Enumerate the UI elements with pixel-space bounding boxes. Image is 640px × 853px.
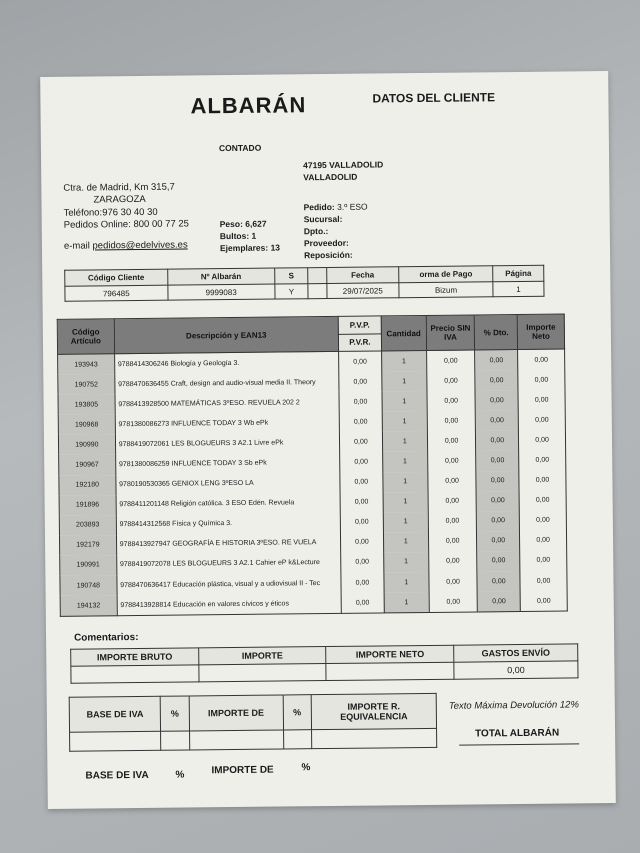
item-pvp: 0,00 [339, 432, 382, 453]
item-pvp: 0,00 [339, 412, 382, 433]
item-discount: 0,00 [476, 410, 519, 431]
item-discount: 0,00 [475, 390, 518, 411]
item-quantity: 1 [383, 552, 428, 573]
item-code: 190752 [58, 374, 115, 395]
delivery-number: 9999083 [168, 284, 275, 300]
item-price: 0,00 [427, 431, 476, 452]
header-date: Fecha [326, 267, 399, 284]
item-price: 0,00 [426, 350, 475, 371]
item-discount: 0,00 [477, 531, 520, 552]
col-discount: % Dto. [475, 315, 518, 350]
item-ean: 9788470636455 [118, 380, 169, 388]
header-payment: orma de Pago [399, 266, 493, 283]
header-s: S [274, 268, 308, 284]
item-code: 193943 [58, 354, 115, 375]
item-quantity: 1 [383, 472, 428, 493]
item-ean: 9788413928814 [120, 601, 172, 609]
item-net-amount: 0,00 [520, 550, 567, 571]
item-code: 203893 [59, 515, 116, 536]
totals-table [70, 643, 578, 683]
item-net-amount: 0,00 [518, 390, 565, 411]
item-description [116, 493, 341, 515]
net-amount-value [326, 662, 454, 680]
date-value: 29/07/2025 [327, 283, 400, 299]
item-quantity: 1 [382, 451, 427, 472]
item-quantity: 1 [383, 532, 428, 553]
item-quantity: 1 [384, 572, 429, 593]
item-ean: 9788414306246 [117, 360, 169, 368]
item-pvp: 0,00 [339, 351, 382, 372]
item-discount: 0,00 [476, 471, 519, 492]
vat-amount-header: IMPORTE DE [189, 695, 283, 731]
item-pvp: 0,00 [340, 512, 383, 533]
item-price: 0,00 [428, 491, 477, 512]
item-title: Religión católica. 3 ESO Edén. Revuela [170, 499, 295, 508]
item-description [115, 432, 340, 454]
item-net-amount: 0,00 [519, 470, 566, 491]
payment-value: Bizum [399, 282, 493, 298]
footer-percent-1: % [175, 769, 185, 781]
item-ean: 9788419072061 [118, 440, 170, 449]
item-net-amount: 0,00 [518, 410, 565, 431]
col-pvp: P.V.P. [338, 316, 381, 334]
item-discount: 0,00 [476, 450, 519, 471]
item-description [114, 351, 339, 374]
item-title: GEOGRAFÍA E HISTORIA 3ºESO. RE VUELA [172, 539, 317, 549]
supplier-label: Proveedor: [303, 237, 349, 249]
item-pvp: 0,00 [341, 552, 384, 573]
item-quantity: 1 [383, 492, 428, 513]
header-client-code: Código Cliente [65, 269, 168, 286]
document-title: ALBARÁN [190, 92, 307, 119]
item-code: 190991 [60, 555, 117, 576]
re-percent-header: % [283, 695, 312, 730]
gross-amount-header: IMPORTE BRUTO [71, 648, 199, 666]
item-discount: 0,00 [477, 571, 520, 592]
shipping-value: 0,00 [454, 661, 578, 679]
item-title: Craft, design and audio-visual media II. Theory [170, 378, 316, 388]
item-price: 0,00 [427, 451, 476, 472]
shipment-packages: Bultos: 1 [219, 230, 257, 242]
item-code: 192180 [59, 475, 116, 496]
item-title: INFLUENCE TODAY 3 Sb ePk [171, 459, 267, 468]
payment-type: CONTADO [218, 142, 262, 154]
item-title: GENIOX LENG 3ºESO LA [171, 479, 254, 488]
item-net-amount: 0,00 [519, 430, 566, 451]
item-pvp: 0,00 [340, 492, 383, 513]
item-title: INFLUENCE TODAY 3 Wb ePk [171, 419, 269, 428]
item-description [115, 452, 340, 474]
shipment-weight: Peso: 6,627 [219, 218, 267, 230]
header-delivery-number: Nº Albarán [167, 268, 274, 285]
item-title: Biología y Geología 3. [170, 359, 240, 368]
lines-table [57, 314, 568, 618]
item-price: 0,00 [429, 571, 478, 592]
col-code: Código Artículo [57, 319, 114, 355]
vat-cell [161, 731, 190, 750]
item-code: 193805 [58, 394, 115, 415]
col-net-amount: Importe Neto [517, 314, 564, 349]
item-price: 0,00 [427, 371, 476, 392]
item-description [114, 372, 339, 394]
item-title: LES BLOGUEURS 3 A2.1 Livre ePk [171, 439, 284, 448]
branch-label: Sucursal: [303, 213, 343, 225]
item-quantity: 1 [381, 350, 426, 371]
gross-amount-value [71, 665, 199, 683]
item-description [116, 553, 341, 575]
item-pvp: 0,00 [340, 452, 383, 473]
s-value: Y [275, 284, 309, 299]
vat-cell [311, 728, 436, 748]
email-link[interactable]: pedidos@edelvives.es [92, 239, 188, 252]
vat-cell [189, 730, 283, 750]
vat-base-header: BASE DE IVA [69, 696, 161, 732]
item-description [115, 412, 340, 434]
item-net-amount: 0,00 [519, 490, 566, 511]
client-code: 796485 [65, 285, 168, 301]
footer-vat-base: BASE DE IVA [85, 769, 149, 782]
delivery-note-paper [40, 71, 616, 809]
shipment-copies: Ejemplares: 13 [219, 242, 281, 254]
vat-cell [283, 730, 312, 749]
item-discount: 0,00 [475, 370, 518, 391]
vat-table [69, 693, 438, 752]
item-pvp: 0,00 [341, 532, 384, 553]
item-net-amount: 0,00 [518, 349, 565, 370]
item-discount: 0,00 [476, 430, 519, 451]
footer-percent-2: % [301, 762, 311, 774]
footer-amount: IMPORTE DE [211, 764, 274, 777]
item-title: Física y Química 3. [172, 520, 233, 528]
item-code: 190968 [58, 415, 115, 436]
item-discount: 0,00 [477, 551, 520, 572]
item-ean: 9788411201148 [119, 500, 169, 509]
item-code: 190990 [58, 435, 115, 456]
item-description [117, 573, 342, 595]
item-net-amount: 0,00 [520, 530, 567, 551]
item-code: 194132 [60, 595, 117, 616]
item-description [116, 513, 341, 535]
company-phone: Teléfono:976 30 40 30 [63, 206, 158, 219]
item-price: 0,00 [428, 551, 477, 572]
item-price: 0,00 [428, 531, 477, 552]
item-ean: 9781380086259 [118, 460, 170, 469]
item-quantity: 1 [382, 431, 427, 452]
email-label: e-mail [63, 240, 93, 252]
vat-cell [70, 731, 161, 751]
vat-percent-header: % [160, 696, 189, 731]
item-code: 190748 [60, 575, 117, 596]
shipping-header: GASTOS ENVÍO [454, 644, 578, 662]
blank-value [308, 284, 327, 299]
client-address-line2: VALLADOLID [303, 171, 358, 183]
item-net-amount: 0,00 [519, 510, 566, 531]
item-code: 191896 [59, 495, 116, 516]
company-orders-phone: Pedidos Online: 800 00 77 25 [63, 218, 189, 231]
item-quantity: 1 [382, 371, 427, 392]
client-data-title: DATOS DEL CLIENTE [372, 90, 496, 106]
item-quantity: 1 [383, 512, 428, 533]
item-quantity: 1 [382, 391, 427, 412]
item-ean: 9788414312568 [119, 520, 171, 529]
item-price: 0,00 [427, 391, 476, 412]
col-quantity: Cantidad [381, 315, 426, 350]
equivalence-header: IMPORTE R. EQUIVALENCIA [311, 693, 436, 729]
item-quantity: 1 [384, 592, 429, 613]
item-ean: 9781380086273 [118, 420, 170, 429]
client-address-line1: 47195 VALLADOLID [303, 159, 384, 171]
header-blank [308, 268, 327, 284]
item-net-amount: 0,00 [519, 450, 566, 471]
item-discount: 0,00 [478, 591, 521, 612]
item-price: 0,00 [427, 411, 476, 432]
total-label: TOTAL ALBARÁN [475, 727, 560, 740]
company-address: Ctra. de Madrid, Km 315,7 [63, 181, 175, 194]
item-description [117, 593, 342, 616]
order-value: 3.º ESO [337, 201, 368, 212]
department-label: Dpto.: [303, 225, 329, 237]
item-pvp: 0,00 [341, 572, 384, 593]
max-return-text: Texto Máxima Devolución 12% [448, 699, 579, 712]
company-email-row [64, 239, 188, 251]
item-pvp: 0,00 [339, 372, 382, 393]
item-ean: 9780190530365 [119, 480, 170, 489]
item-price: 0,00 [428, 471, 477, 492]
item-net-amount: 0,00 [518, 370, 565, 391]
total-underline [459, 743, 579, 745]
col-price: Precio SIN IVA [426, 315, 475, 351]
item-description [115, 392, 340, 414]
item-code: 192179 [59, 535, 116, 556]
item-net-amount: 0,00 [520, 571, 567, 592]
item-title: Educación plástica, visual y a udiovisual II - Tec [172, 579, 321, 589]
item-net-amount: 0,00 [520, 591, 567, 612]
amount-header: IMPORTE [198, 647, 326, 665]
item-discount: 0,00 [476, 491, 519, 512]
item-ean: 9788413927947 [119, 541, 171, 549]
item-ean: 9788470636417 [120, 581, 171, 589]
item-description [116, 472, 341, 494]
comments-label: Comentarios: [74, 631, 139, 644]
item-pvp: 0,00 [341, 593, 384, 614]
col-pvr: P.V.R. [338, 333, 381, 351]
header-page: Página [493, 265, 544, 282]
item-title: MATEMÁTICAS 3ºESO. REVUELA 202 2 [170, 399, 300, 408]
item-discount: 0,00 [475, 350, 518, 371]
item-code: 190967 [59, 455, 116, 476]
item-discount: 0,00 [477, 511, 520, 532]
item-pvp: 0,00 [340, 472, 383, 493]
item-ean: 9788419072078 [119, 561, 171, 569]
item-pvp: 0,00 [339, 392, 382, 413]
order-label: Pedido: [303, 201, 335, 213]
order-info-table [64, 265, 544, 302]
item-quantity: 1 [382, 411, 427, 432]
amount-value [199, 664, 327, 682]
item-description [116, 533, 341, 555]
col-description: Descripción y EAN13 [114, 316, 339, 353]
replenishment-label: Reposición: [304, 249, 353, 261]
order-number [304, 202, 368, 213]
item-ean: 9788413928500 [118, 400, 169, 408]
net-amount-header: IMPORTE NETO [326, 645, 454, 663]
item-title: Educación en valores cívicos y éticos [172, 600, 289, 609]
item-price: 0,00 [429, 592, 478, 613]
table-row [60, 591, 567, 617]
item-title: LES BLOGUEURS 3 A2.1 Cahier eP k&Lecture [172, 559, 320, 569]
company-city: ZARAGOZA [93, 193, 146, 206]
page-value: 1 [493, 281, 544, 297]
item-price: 0,00 [428, 511, 477, 532]
